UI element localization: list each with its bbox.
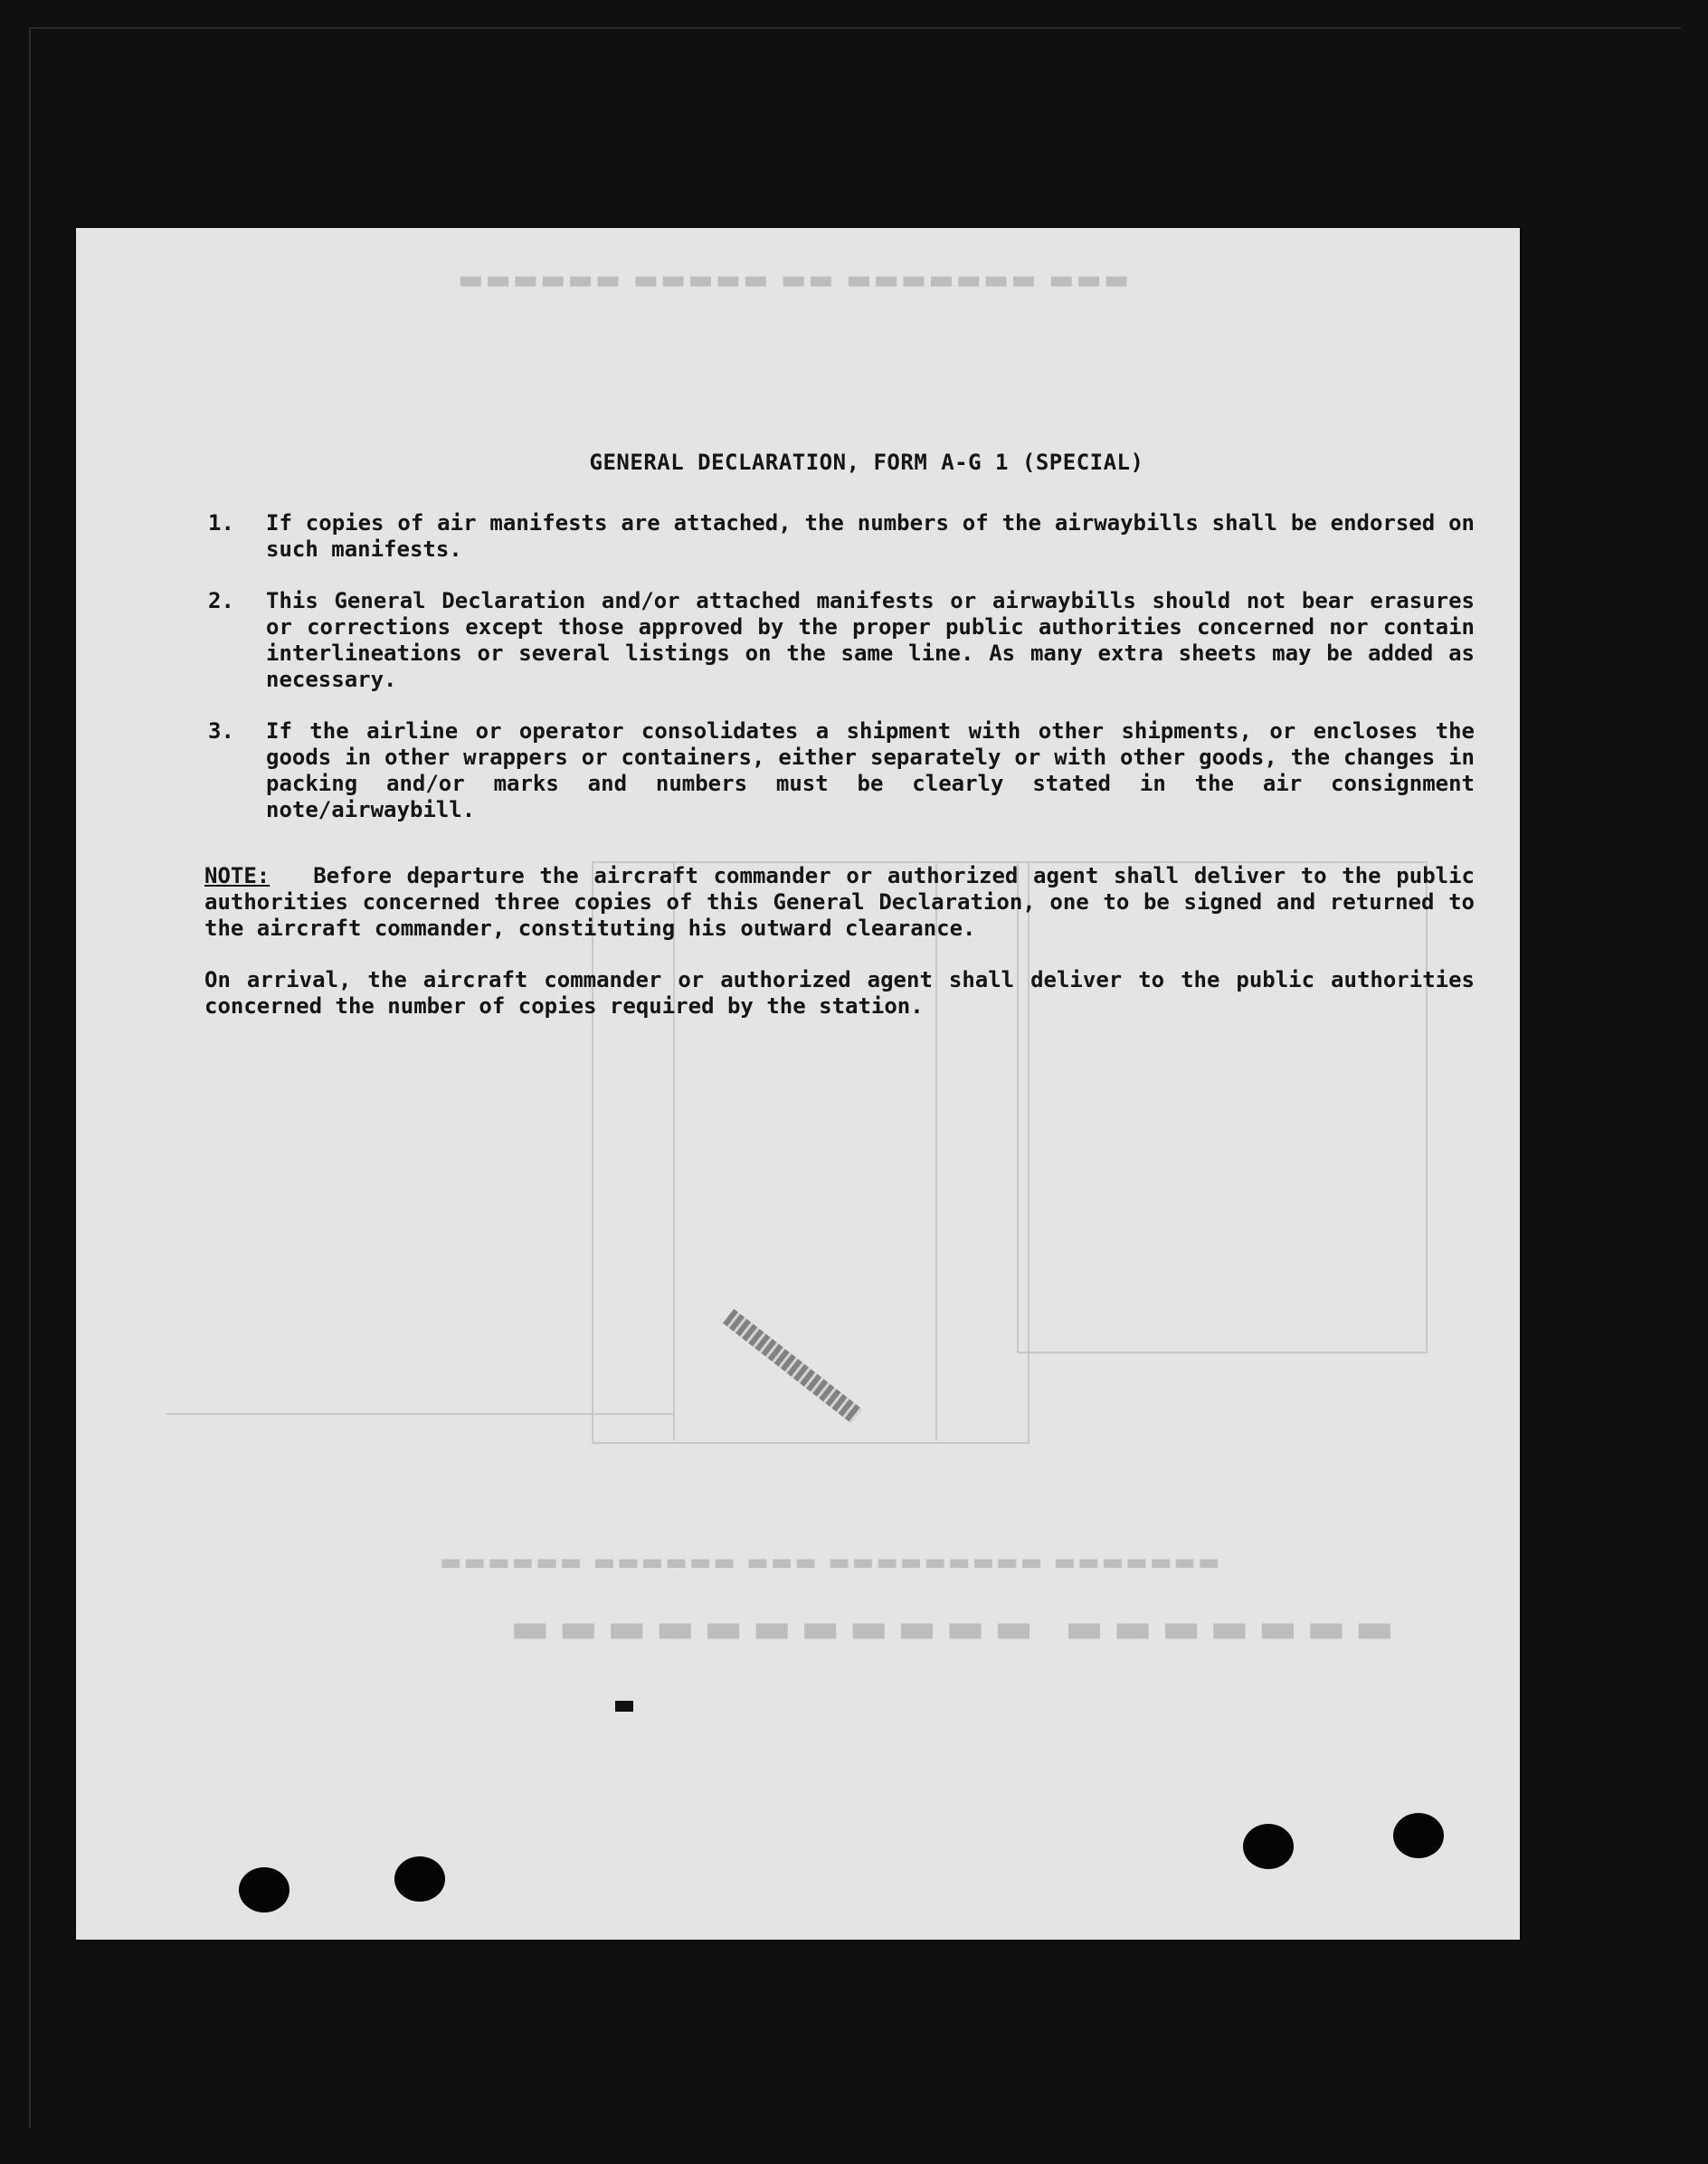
punch-hole <box>239 1867 289 1912</box>
item-text: This General Declaration and/or attached manifests or airwaybills should not bear erasures or corrections except those approved by the proper public authorities concerned nor contain interlineations or several listings on the same line. As many extra sheets may be added as necessary. <box>266 588 1475 692</box>
list-item <box>204 588 1475 693</box>
document-sheet <box>76 228 1520 1940</box>
list-item <box>204 718 1475 823</box>
note-label: NOTE: <box>204 863 270 888</box>
item-text: If copies of air manifests are attached, the numbers of the airwaybills shall be endorsed on such manifests. <box>266 510 1475 562</box>
bleed-through-rule <box>166 1413 673 1415</box>
item-number: 3. <box>208 718 234 744</box>
punch-hole <box>1393 1813 1444 1858</box>
punch-hole <box>394 1856 445 1902</box>
bleed-through-subheading: ▬▬▬▬▬▬▬ ▬▬▬▬▬▬▬▬▬ ▬▬▬ ▬▬▬▬▬▬ ▬▬▬▬▬▬ <box>438 1549 1220 1576</box>
document-body <box>204 450 1475 1020</box>
page-title: GENERAL DECLARATION, FORM A-G 1 (SPECIAL) <box>589 450 1144 475</box>
note-text: Before departure the aircraft commander or authorized agent shall deliver to the public authorities concerned three copies of this General Declaration, one to be signed and returned to the aircraft commander, constituting his outward clearance. <box>204 863 1475 941</box>
item-number: 1. <box>208 510 234 536</box>
bleed-through-heading: ▬▬▬▬▬▬▬ ▬▬▬▬▬▬▬▬▬▬▬ <box>501 1603 1394 1652</box>
list-item <box>204 510 1475 563</box>
note-paragraph <box>204 863 1475 942</box>
edge-mark <box>615 1701 633 1712</box>
bleed-through-text: ▬▬▬ ▬▬▬▬▬▬▬ ▬▬ ▬▬▬▬▬ ▬▬▬▬▬▬ <box>456 264 1130 296</box>
item-number: 2. <box>208 588 234 613</box>
item-text: If the airline or operator consolidates a shipment with other shipments, or encloses the goods in other wrappers or containers, either separately or with other goods, the changes in packing and/or marks and numbers must be clearly stated in the air consignment note/airwaybill. <box>266 718 1475 822</box>
arrival-paragraph: On arrival, the aircraft commander or authorized agent shall deliver to the public authorities concerned the number of copies required by the station. <box>204 967 1475 1019</box>
punch-hole <box>1243 1824 1294 1869</box>
